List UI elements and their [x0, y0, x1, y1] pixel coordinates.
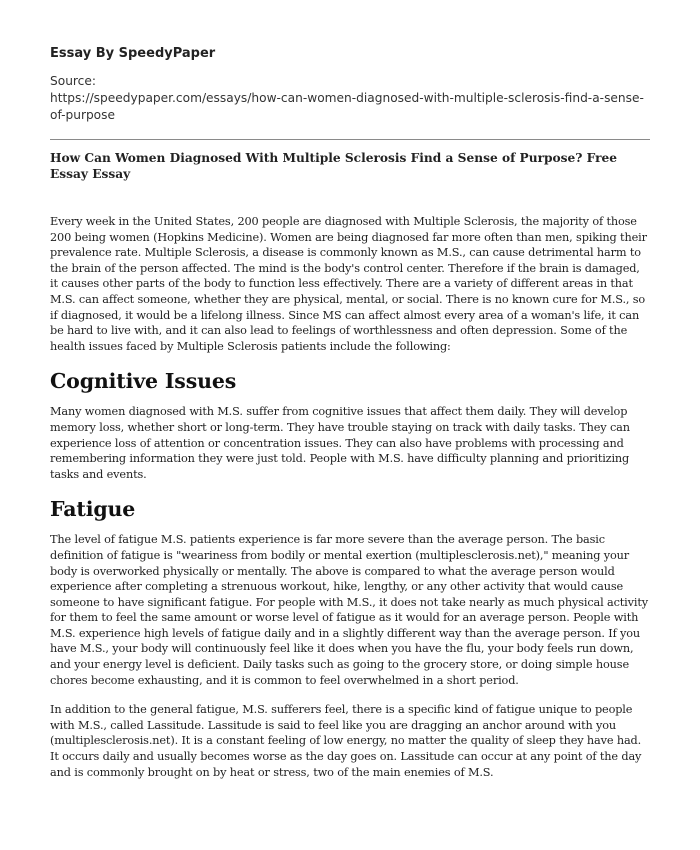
- essay-title: How Can Women Diagnosed With Multiple Sclerosis Find a Sense of Purpose? Free Essay Essay: [50, 151, 618, 181]
- section-paragraph: The level of fatigue M.S. patients experience is far more severe than the average person. The basic definition of fatigue is "weariness from bodily or mental exertion (multiplesclerosis.net)," meaning your body is overworked physically or mentally. The above is compared to what the average person would experience after completing a strenuous workout, hike, lengthy, or any other activity that would cause someone to have significant fatigue. For people with M.S., it does not take nearly as much physical activity for them to feel the same amount or worse level of fatigue as it would for an average person. People with M.S. experience high levels of fatigue daily and in a slightly different way than the average person. If you have M.S., your body will continuously feel like it does when you have the flu, your body feels run down, and your energy level is deficient. Daily tasks such as going to the grocery store, or doing simple house chores become exhausting, and it is common to feel overwhelmed in a short period.: [50, 533, 648, 687]
- section-heading: Fatigue: [50, 497, 136, 522]
- section-fatigue: [50, 496, 650, 780]
- section-cognitive-issues: [50, 368, 650, 482]
- header-divider: [50, 139, 650, 140]
- section-heading: Cognitive Issues: [50, 369, 237, 394]
- section-paragraph: In addition to the general fatigue, M.S. sufferers feel, there is a specific kind of fatigue unique to people with M.S., called Lassitude. Lassitude is said to feel like you are dragging an anchor around with you (multiplesclerosis.net). It is a constant feeling of low energy, no matter the quality of sleep they have had. It occurs daily and usually becomes worse as the day goes on. Lassitude can occur at any point of the day and is commonly brought on by heat or stress, two of the main enemies of M.S.: [50, 703, 642, 779]
- intro-paragraph: Every week in the United States, 200 people are diagnosed with Multiple Sclerosis, the majority of those 200 being women (Hopkins Medicine). Women are being diagnosed far more often than men, spiking their prevalence rate. Multiple Sclerosis, a disease is commonly known as M.S., can cause detrimental harm to the brain of the person affected. The mind is the body's control center. Therefore if the brain is damaged, it causes other parts of the body to function less effectively. There are a variety of different areas in that M.S. can affect someone, whether they are physical, mental, or social. There is no known cure for M.S., so if diagnosed, it would be a lifelong illness. Since MS can affect almost every area of a woman's life, it can be hard to live with, and it can also lead to feelings of worthlessness and often depression. Some of the health issues faced by Multiple Sclerosis patients include the following:: [50, 215, 647, 353]
- source-label: Source:: [50, 74, 96, 88]
- essay-body: [50, 214, 650, 794]
- section-paragraph: Many women diagnosed with M.S. suffer from cognitive issues that affect them daily. They will develop memory loss, whether short or long-term. They have trouble staying on track with daily tasks. They can experience loss of attention or concentration issues. They can also have problems with processing and remembering information they were just told. People with M.S. have difficulty planning and prioritizing tasks and events.: [50, 405, 630, 481]
- source-url[interactable]: https://speedypaper.com/essays/how-can-women-diagnosed-with-multiple-sclerosis-find-a-sense-of-purpose: [50, 91, 644, 122]
- document-header-title: Essay By SpeedyPaper: [50, 46, 216, 61]
- source-block: [50, 73, 650, 124]
